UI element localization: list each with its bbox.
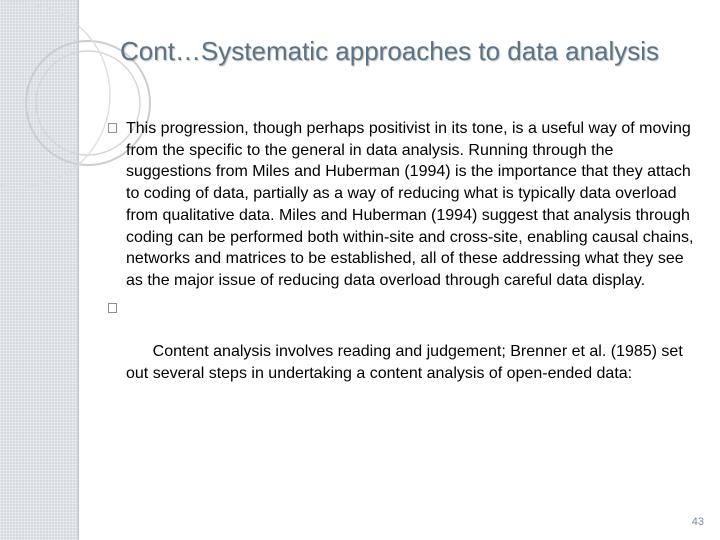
bullet-item (108, 118, 698, 292)
slide-title: Cont…Systematic approaches to data analysis (120, 36, 660, 66)
page-number: 43 (691, 516, 704, 528)
square-bullet-icon (108, 123, 117, 133)
bullet-text: This progression, though perhaps positivist in its tone, is a useful way of moving from the specific to the general in data analysis. Running through the suggestions from Miles and Huberman (1994) is the importance that they attach to coding of data, partially as a way of reducing what is typically data overload from qualitative data. Miles and Huberman (1994) suggest that analysis through coding can be performed both within-site and cross-site, enabling causal chains, networks and matrices to be established, all of these addressing what they see as the major issue of reducing data overload through careful data display. (126, 120, 694, 289)
left-decorative-band (0, 0, 79, 540)
bullet-item (108, 298, 698, 407)
square-bullet-icon (108, 303, 117, 313)
bullet-text: Content analysis involves reading and judgement; Brenner et al. (1985) set out several steps in undertaking a content analysis of open-ended data: (126, 343, 688, 382)
slide-body (108, 118, 698, 412)
